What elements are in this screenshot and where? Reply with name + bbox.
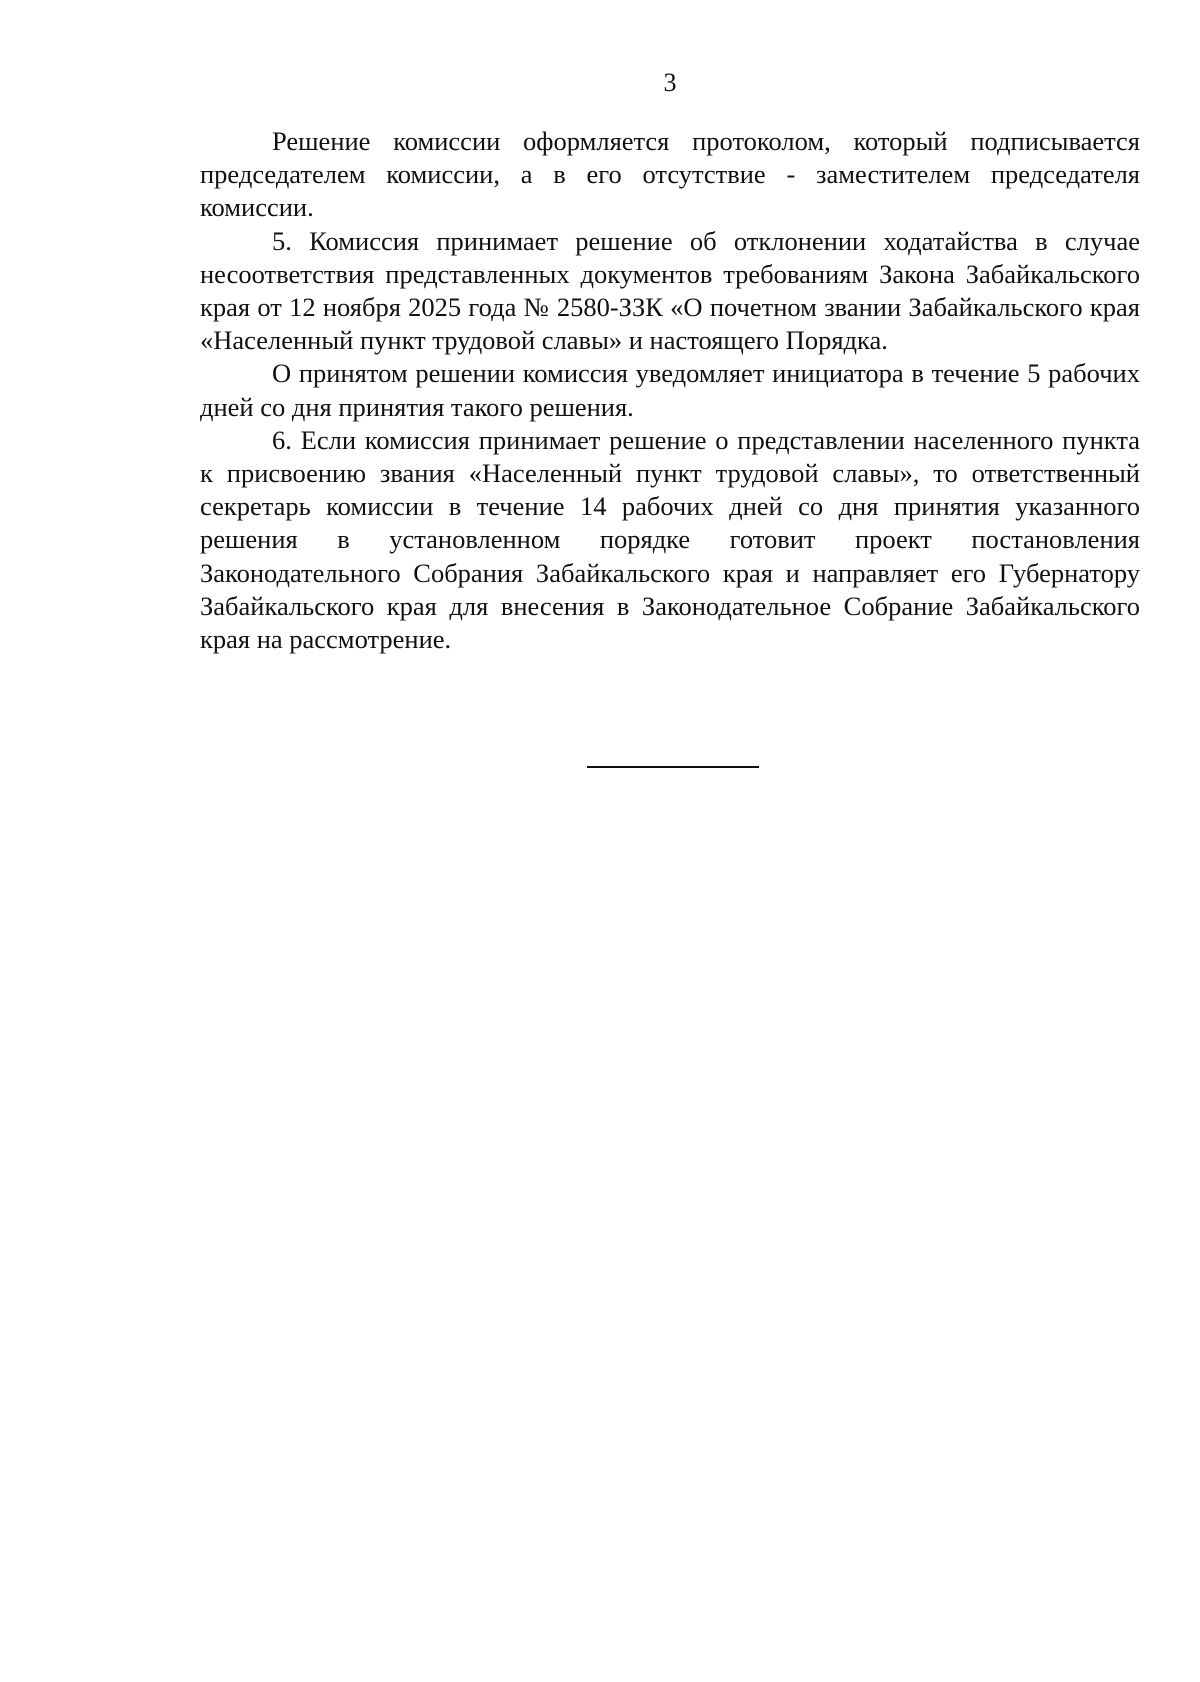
page-number: 3 [663, 68, 677, 97]
paragraph-item-5: 5. Комиссия принимает решение об отклонении ходатайства в случае несоответствия представленных документов требованиям Закона Забайкальского края от 12 ноября 2025 года № 2580-ЗЗК «О почетном звании Забайкальского края «Населенный пункт трудовой славы» и настоящего Порядка. [200, 225, 1140, 356]
end-divider-line [587, 766, 759, 768]
paragraph-item-6: 6. Если комиссия принимает решение о представлении населенного пункта к присвоению звания «Населенный пункт трудовой славы», то ответственный секретарь комиссии в течение 14 рабочих дней со дня принятия указанного решения в установленном порядке готовит проект постановления Законодательного Собрания Забайкальского края и направляет его Губернатору Забайкальского края для внесения в Законодательное Собрание Забайкальского края на рассмотрение. [200, 424, 1140, 655]
paragraph-notification: О принятом решении комиссия уведомляет инициатора в течение 5 рабочих дней со дня принятия такого решения. [200, 358, 1140, 422]
document-body [200, 125, 1140, 656]
paragraph-protocol: Решение комиссии оформляется протоколом, который подписывается председателем комиссии, а в его отсутствие - заместителем председателя комиссии. [200, 126, 1140, 223]
